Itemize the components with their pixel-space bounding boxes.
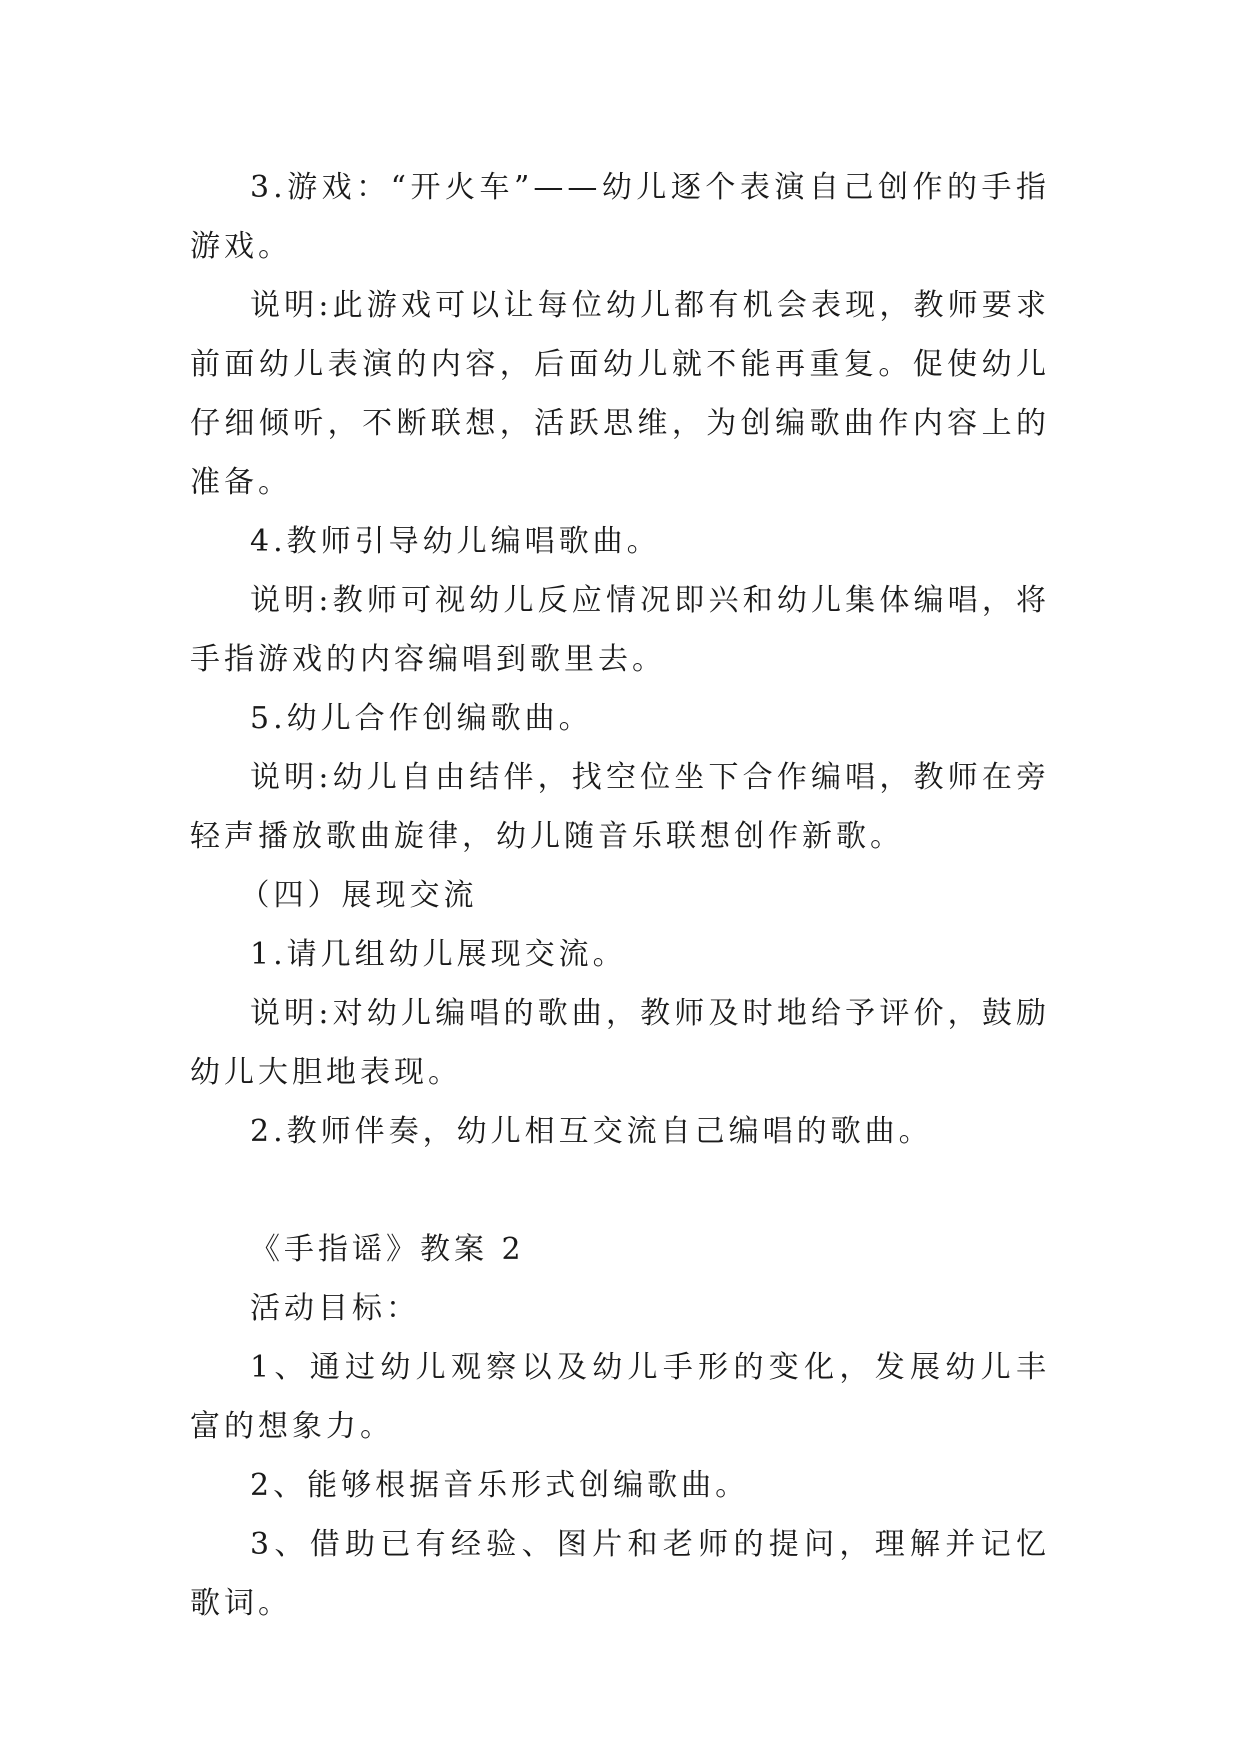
paragraph-step-4: 4.教师引导幼儿编唱歌曲。 bbox=[250, 524, 661, 559]
paragraph-game-train: 3.游戏：“开火车”——幼儿逐个表演自己创作的手指游戏。 bbox=[190, 170, 1050, 264]
blank-line bbox=[190, 1161, 1050, 1220]
paragraph-explanation-4: 说明:对幼儿编唱的歌曲，教师及时地给予评价，鼓励幼儿大胆地表现。 bbox=[190, 996, 1050, 1090]
section-heading-4: （四）展现交流 bbox=[239, 878, 478, 913]
paragraph-explanation-3: 说明:幼儿自由结伴，找空位坐下合作编唱，教师在旁轻声播放歌曲旋律，幼儿随音乐联想创作新歌。 bbox=[190, 760, 1050, 854]
paragraph-explanation-2: 说明:教师可视幼儿反应情况即兴和幼儿集体编唱，将手指游戏的内容编唱到歌里去。 bbox=[190, 583, 1050, 677]
paragraph-step-2: 2.教师伴奏，幼儿相互交流自己编唱的歌曲。 bbox=[250, 1114, 933, 1149]
document-body bbox=[190, 158, 1050, 1633]
paragraph-step-5: 5.幼儿合作创编歌曲。 bbox=[250, 701, 593, 736]
lesson-plan-title: 《手指谣》教案 2 bbox=[250, 1232, 525, 1267]
paragraph-step-1: 1.请几组幼儿展现交流。 bbox=[250, 937, 627, 972]
goal-item-2: 2、能够根据音乐形式创编歌曲。 bbox=[250, 1468, 750, 1503]
goal-item-3: 3、借助已有经验、图片和老师的提问，理解并记忆歌词。 bbox=[190, 1527, 1050, 1621]
activity-goals-heading: 活动目标： bbox=[250, 1291, 420, 1326]
goal-item-1: 1、通过幼儿观察以及幼儿手形的变化，发展幼儿丰富的想象力。 bbox=[190, 1350, 1050, 1444]
paragraph-explanation-1: 说明:此游戏可以让每位幼儿都有机会表现，教师要求前面幼儿表演的内容，后面幼儿就不能再重复。促使幼儿仔细倾听，不断联想，活跃思维，为创编歌曲作内容上的准备。 bbox=[190, 288, 1050, 500]
